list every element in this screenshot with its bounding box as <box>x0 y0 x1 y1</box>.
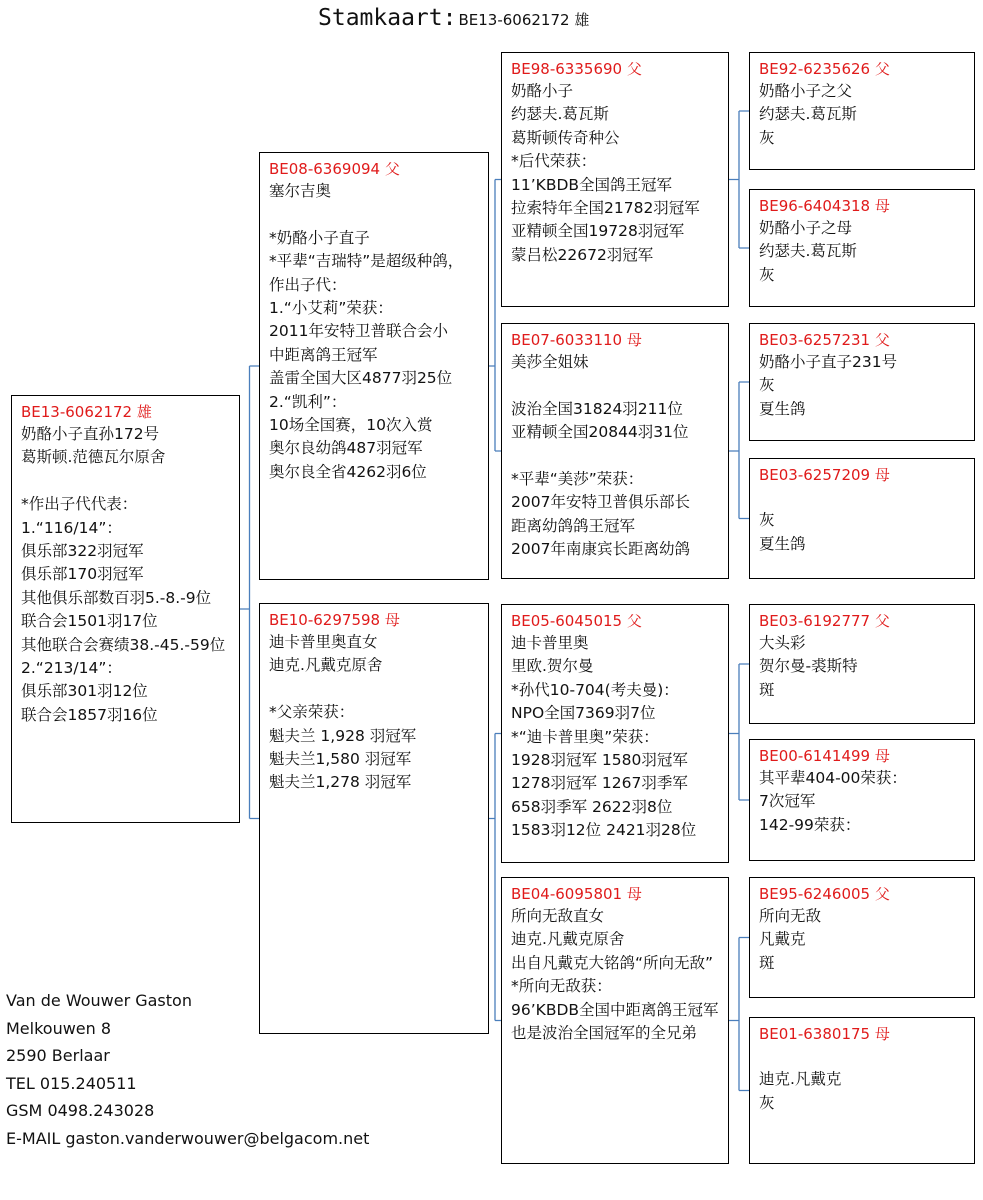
pigeon-info-line: 奶酪小子直子231号 <box>759 353 898 371</box>
ring-number: BE03-6257209 母 <box>759 466 890 484</box>
pigeon-info-line: 96’KBDB全国中距离鸽王冠军 <box>511 1000 719 1019</box>
pigeon-info-line <box>269 203 480 226</box>
page-title <box>318 5 589 31</box>
pigeon-info-line <box>269 678 480 701</box>
ring-number: BE07-6033110 母 <box>511 331 642 349</box>
pigeon-info-line: 夏生鸽 <box>759 399 806 418</box>
pigeon-info-line: 灰 <box>759 1093 775 1112</box>
pigeon-info-line: 奥尔良全省4262羽6位 <box>269 462 427 481</box>
pigeon-info-line: *父亲荣获： <box>269 703 355 722</box>
pigeon-info-line: 迪克.凡戴克原舍 <box>511 930 625 949</box>
pigeon-info-line: 11’KBDB全国鸽王冠军 <box>511 175 673 194</box>
pigeon-info-line: *平辈“吉瑞特”是超级种鸽， <box>269 252 464 271</box>
pigeon-info-line: 其他俱乐部数百羽5.-8.-9位 <box>21 588 212 607</box>
pigeon-info-line: 奶酪小子之父 <box>759 82 853 100</box>
pigeon-info-line: 迪卡普里奥直女 <box>269 633 378 651</box>
pigeon-info-line: 俱乐部322羽冠军 <box>21 542 144 561</box>
pigeon-info-line: 142-99荣获： <box>759 815 861 834</box>
pigeon-info-line: 奶酪小子 <box>511 82 574 100</box>
ring-number: BE01-6380175 母 <box>759 1025 890 1043</box>
pigeon-info-line: 约瑟夫.葛瓦斯 <box>511 105 609 124</box>
title-ring: BE13-6062172 雄 <box>458 11 590 29</box>
pigeon-info-line: 10场全国赛，10次入赏 <box>269 416 433 435</box>
pigeon-info-line: 中距离鸽王冠军 <box>269 345 378 364</box>
pigeon-info-line: 俱乐部170羽冠军 <box>21 565 144 584</box>
connector-ds <box>729 664 749 800</box>
pigeon-card-ddd <box>749 1017 975 1164</box>
pigeon-info-line: 大头彩 <box>759 634 806 652</box>
ring-number: BE98-6335690 父 <box>511 60 642 78</box>
ring-number: BE03-6192777 父 <box>759 612 890 630</box>
contact-line: Melkouwen 8 <box>6 1018 112 1038</box>
ring-number: BE05-6045015 父 <box>511 612 642 630</box>
pigeon-info-line <box>759 486 966 509</box>
ring-number: BE04-6095801 母 <box>511 885 642 903</box>
connector-subject <box>240 366 259 819</box>
pigeon-info-line: 迪卡普里奥 <box>511 634 589 652</box>
pigeon-info-line: 1928羽冠军 1580羽冠军 <box>511 751 688 770</box>
contact-line: GSM 0498.243028 <box>6 1101 155 1120</box>
pigeon-card-ss <box>501 52 729 307</box>
pigeon-info-line: *奶酪小子直子 <box>269 228 370 247</box>
pigeon-info-line: 迪克.凡戴克原舍 <box>269 656 383 675</box>
pigeon-info-line: 灰 <box>759 128 775 147</box>
pigeon-card-sds <box>749 323 975 441</box>
pigeon-info-line: 作出子代： <box>269 275 347 294</box>
pigeon-card-subject <box>11 395 240 823</box>
pigeon-info-line: *“迪卡普里奥”荣获： <box>511 727 659 746</box>
pigeon-info-line: *所向无敌获： <box>511 977 612 996</box>
ring-number: BE08-6369094 父 <box>269 160 400 178</box>
pigeon-info-line: 拉索特年全国21782羽冠军 <box>511 199 700 218</box>
pigeon-info-line: 1.“小艾莉”荣获： <box>269 299 393 318</box>
pigeon-info-line: 里欧.贺尔曼 <box>511 657 594 676</box>
ring-number: BE00-6141499 母 <box>759 747 890 765</box>
pigeon-info-line: 夏生鸽 <box>759 534 806 553</box>
pigeon-info-line: 迪克.凡戴克 <box>759 1070 842 1089</box>
connector-ss <box>729 111 749 248</box>
connector-sire <box>489 180 501 452</box>
pigeon-info-line: 俱乐部301羽12位 <box>21 682 148 701</box>
pigeon-card-sss <box>749 52 975 170</box>
pigeon-info-line <box>759 1045 966 1068</box>
connector-sd <box>729 382 749 519</box>
ring-number: BE92-6235626 父 <box>759 60 890 78</box>
breeder-contact <box>6 987 369 1152</box>
pigeon-card-ssd <box>749 189 975 307</box>
pigeon-info-line: 魁夫兰 1,928 羽冠军 <box>269 726 417 745</box>
pigeon-info-line: 出自凡戴克大铭鸽“所向无敌” <box>511 953 714 972</box>
contact-line: 2590 Berlaar <box>6 1046 110 1065</box>
pigeon-card-dsd <box>749 739 975 861</box>
pigeon-info-line: 奶酪小子直孙172号 <box>21 425 160 443</box>
ring-number: BE03-6257231 父 <box>759 331 890 349</box>
pigeon-info-line: 1.“116/14”： <box>21 518 122 537</box>
pigeon-info-line: 斑 <box>759 680 775 699</box>
pigeon-info-line: NPO全国7369羽7位 <box>511 704 656 723</box>
pigeon-info-line: 魁夫兰1,580 羽冠军 <box>269 750 412 769</box>
pigeon-info-line: 斑 <box>759 953 775 972</box>
pigeon-info-line <box>21 470 231 493</box>
connector-dd <box>729 938 749 1091</box>
pigeon-info-line: 2.“213/14”： <box>21 659 122 678</box>
pigeon-info-line: 贺尔曼-裘斯特 <box>759 657 858 676</box>
pigeon-info-line: 奶酪小子之母 <box>759 219 853 237</box>
pigeon-info-line: 658羽季军 2622羽8位 <box>511 797 673 816</box>
pigeon-info-line <box>511 374 720 397</box>
pigeon-info-line: 蒙吕松22672羽冠军 <box>511 245 654 264</box>
pigeon-info-line: 葛斯顿传奇种公 <box>511 128 620 147</box>
ring-number: BE96-6404318 母 <box>759 197 890 215</box>
pigeon-info-line: 凡戴克 <box>759 930 806 949</box>
pigeon-info-line: 所向无敌 <box>759 907 822 925</box>
pigeon-info-line: 约瑟夫.葛瓦斯 <box>759 105 857 124</box>
pigeon-info-line: 灰 <box>759 511 775 530</box>
pigeon-info-line: *孙代10-704(考夫曼)： <box>511 680 679 699</box>
pigeon-info-line: 其他联合会赛绩38.-45.-59位 <box>21 635 226 654</box>
ring-number: BE13-6062172 雄 <box>21 403 152 421</box>
pigeon-info-line: *作出子代代表： <box>21 495 138 514</box>
pigeon-info-line: 2007年南康宾长距离幼鸽 <box>511 540 690 559</box>
pigeon-info-line: 2011年安特卫普联合会小 <box>269 322 448 341</box>
pigeon-card-sire <box>259 152 489 580</box>
pigeon-card-dd <box>501 877 729 1164</box>
pigeon-info-line: 塞尔吉奥 <box>269 182 332 200</box>
pigeon-info-line: 葛斯顿.范德瓦尔原舍 <box>21 448 166 467</box>
pigeon-info-line: 所向无敌直女 <box>511 907 605 925</box>
ring-number: BE95-6246005 父 <box>759 885 890 903</box>
pigeon-info-line: 魁夫兰1,278 羽冠军 <box>269 773 412 792</box>
contact-line: E-MAIL gaston.vanderwouwer@belgacom.net <box>6 1128 370 1148</box>
pigeon-info-line: 1583羽12位 2421羽28位 <box>511 821 697 840</box>
pigeon-info-line: 7次冠军 <box>759 792 816 811</box>
pigeon-info-line: 约瑟夫.葛瓦斯 <box>759 242 857 261</box>
contact-line: TEL 015.240511 <box>6 1073 137 1093</box>
pigeon-card-dam <box>259 603 489 1034</box>
pigeon-info-line: 灰 <box>759 376 775 395</box>
pigeon-card-dss <box>749 604 975 724</box>
title-prefix: Stamkaart: <box>318 5 457 31</box>
pigeon-info-line: 联合会1501羽17位 <box>21 612 158 631</box>
pigeon-info-line: 美莎全姐妹 <box>511 353 589 371</box>
pigeon-info-line: 联合会1857羽16位 <box>21 705 158 724</box>
pigeon-info-line: 2007年安特卫普俱乐部长 <box>511 493 690 512</box>
connector-dam <box>489 734 501 1021</box>
pigeon-card-ds <box>501 604 729 863</box>
pigeon-info-line: 亚精顿全国20844羽31位 <box>511 423 689 442</box>
pigeon-info-line: 奥尔良幼鸽487羽冠军 <box>269 439 423 458</box>
pigeon-card-dds <box>749 877 975 998</box>
pigeon-info-line <box>511 445 720 468</box>
pigeon-card-sd <box>501 323 729 579</box>
pigeon-card-sdd <box>749 458 975 579</box>
pigeon-info-line: 距离幼鸽鸽王冠军 <box>511 516 636 535</box>
pigeon-info-line: 灰 <box>759 265 775 284</box>
pigeon-info-line: 2.“凯利”： <box>269 392 347 411</box>
ring-number: BE10-6297598 母 <box>269 611 400 629</box>
pigeon-info-line: 也是波治全国冠军的全兄弟 <box>511 1024 698 1043</box>
pigeon-info-line: 亚精顿全国19728羽冠军 <box>511 222 685 241</box>
pigeon-info-line: 盖雷全国大区4877羽25位 <box>269 369 453 388</box>
pigeon-info-line: 波治全国31824羽211位 <box>511 399 683 418</box>
pigeon-info-line: 其平辈404-00荣获： <box>759 769 907 787</box>
pigeon-info-line: *平辈“美莎”荣获： <box>511 470 644 488</box>
contact-line: Van de Wouwer Gaston <box>6 991 192 1010</box>
pigeon-info-line: *后代荣获： <box>511 152 597 171</box>
pigeon-info-line: 1278羽冠军 1267羽季军 <box>511 774 688 793</box>
